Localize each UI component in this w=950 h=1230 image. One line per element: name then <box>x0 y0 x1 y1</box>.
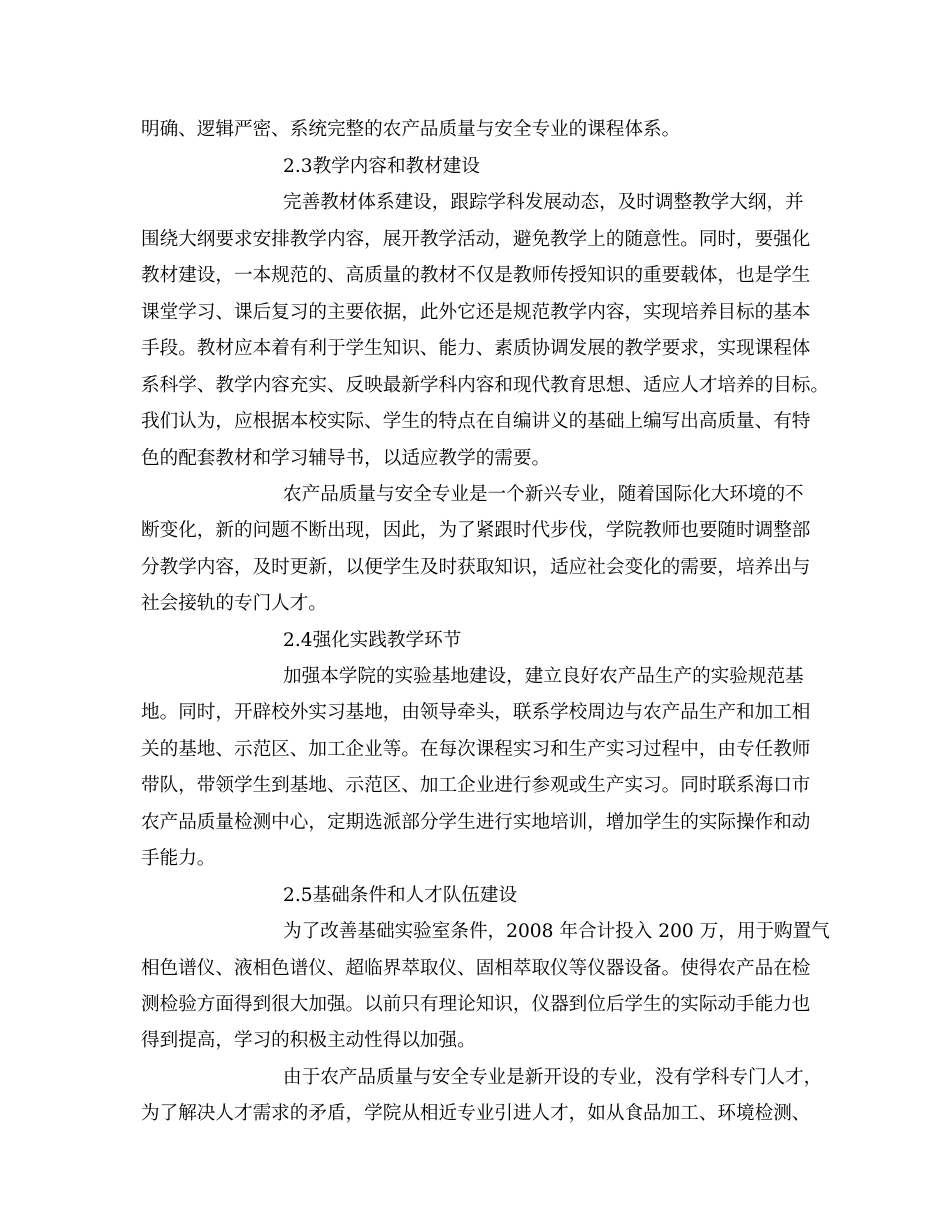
text-line: 相色谱仪、液相色谱仪、超临界萃取仪、固相萃取仪等仪器设备。使得农产品在检 <box>141 958 811 979</box>
text-line: 手能力。 <box>141 848 216 869</box>
text-line: 带队，带领学生到基地、示范区、加工企业进行参观或生产实习。同时联系海口市 <box>141 775 811 796</box>
text-line: 为了改善基础实验室条件，2008 年合计投入 200 万，用于购置气 <box>283 921 830 942</box>
text-line: 色的配套教材和学习辅导书，以适应教学的需要。 <box>141 448 551 469</box>
text-line: 课堂学习、课后复习的主要依据，此外它还是规范教学内容，实现培养目标的基本 <box>141 302 811 323</box>
text-line: 我们认为，应根据本校实际、学生的特点在自编讲义的基础上编写出高质量、有特 <box>141 411 811 432</box>
section-heading-2-5: 2.5基础条件和人才队伍建设 <box>283 885 518 906</box>
text-line: 为了解决人才需求的矛盾，学院从相近专业引进人才，如从食品加工、环境检测、 <box>141 1103 811 1124</box>
text-line: 得到提高，学习的积极主动性得以加强。 <box>141 1030 476 1051</box>
section-heading-2-4: 2.4强化实践教学环节 <box>283 630 462 651</box>
text-line: 断变化，新的问题不断出现，因此，为了紧跟时代步伐，学院教师也要随时调整部 <box>141 520 811 541</box>
text-line: 完善教材体系建设，跟踪学科发展动态，及时调整教学大纲，并 <box>283 192 804 213</box>
text-line: 教材建设，一本规范的、高质量的教材不仅是教师传授知识的重要载体，也是学生 <box>141 265 811 286</box>
text-line: 围绕大纲要求安排教学内容，展开教学活动，避免教学上的随意性。同时，要强化 <box>141 229 811 250</box>
text-line: 社会接轨的专门人才。 <box>141 593 327 614</box>
text-line: 分教学内容，及时更新，以便学生及时获取知识，适应社会变化的需要，培养出与 <box>141 557 811 578</box>
text-line: 关的基地、示范区、加工企业等。在每次课程实习和生产实习过程中，由专任教师 <box>141 739 811 760</box>
text-line: 农产品质量检测中心，定期选派部分学生进行实地培训，增加学生的实际操作和动 <box>141 812 811 833</box>
text-line: 系科学、教学内容充实、反映最新学科内容和现代教育思想、适应人才培养的目标。 <box>141 375 829 396</box>
section-heading-2-3: 2.3教学内容和教材建设 <box>283 156 480 177</box>
text-line: 测检验方面得到很大加强。以前只有理论知识，仪器到位后学生的实际动手能力也 <box>141 994 811 1015</box>
text-line: 农产品质量与安全专业是一个新兴专业，随着国际化大环境的不 <box>283 484 804 505</box>
text-line: 加强本学院的实验基地建设，建立良好农产品生产的实验规范基 <box>283 666 804 687</box>
text-line: 明确、逻辑严密、系统完整的农产品质量与安全专业的课程体系。 <box>141 119 681 140</box>
text-line: 由于农产品质量与安全专业是新开设的专业，没有学科专门人才， <box>283 1067 823 1088</box>
text-line: 手段。教材应本着有利于学生知识、能力、素质协调发展的教学要求，实现课程体 <box>141 338 811 359</box>
text-line: 地。同时，开辟校外实习基地，由领导牵头，联系学校周边与农产品生产和加工相 <box>141 702 811 723</box>
